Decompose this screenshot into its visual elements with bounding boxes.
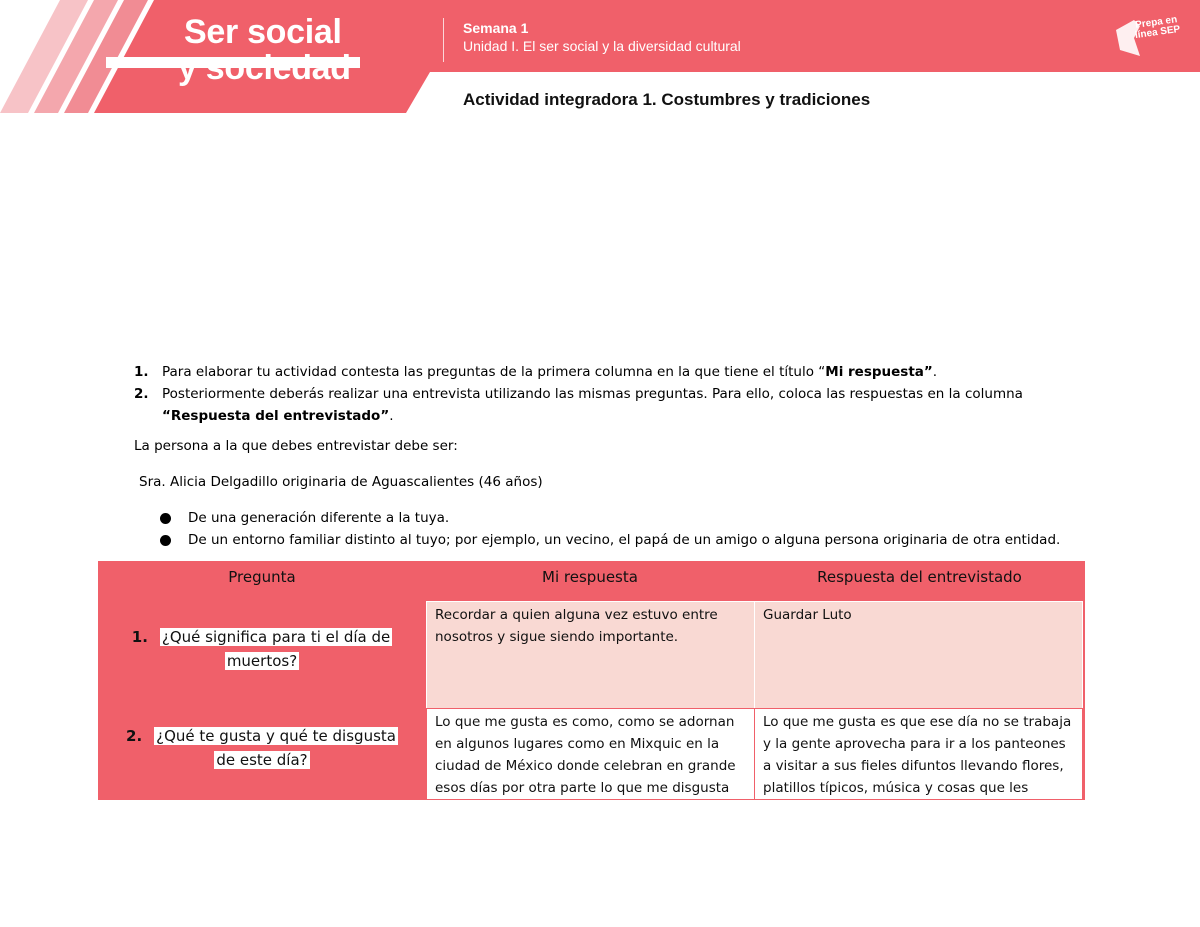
interviewee-answer-1[interactable]: Guardar Luto [754,601,1083,709]
questions-table [98,561,1085,800]
header-respuesta-entrevistado: Respuesta del entrevistado [817,568,1022,586]
question-text-line1: ¿Qué te gusta y qué te disgusta [156,727,396,745]
instructions-list [134,361,1084,427]
my-answer-1[interactable]: Recordar a quien alguna vez estuvo entre nosotros y sigue siendo importante. [426,601,755,709]
course-logo [178,13,384,87]
instruction-text: Para elaborar tu actividad contesta las preguntas de la primera columna en la que tiene el título “ [162,364,826,380]
sep-logo-text: Prepa en línea SEP [1134,14,1181,42]
question-text-line2: de este día? [216,751,308,769]
header-pregunta: Pregunta [228,568,296,586]
instruction-end: . [932,364,938,380]
instruction-number: 1. [134,364,149,380]
header-banner [0,0,1200,113]
instruction-item-2 [134,383,1084,427]
bullet-list [160,507,1060,551]
header-mi-respuesta: Mi respuesta [542,568,638,586]
my-answer-2[interactable]: Lo que me gusta es como, como se adornan en algunos lugares como en Mixquic en la ciudad de México donde celebran en grande esos días por otra parte lo que me disgusta [426,708,755,800]
question-text-line1: ¿Qué significa para ti el día de [161,628,391,646]
interviewee-answer-2[interactable]: Lo que me gusta es que ese día no se trabaja y la gente aprovecha para ir a los panteones a visitar a sus fieles difuntos llevando flores, platillos típicos, música y cosas que les [754,708,1083,800]
header-divider [443,18,444,62]
instruction-item-1 [134,361,1084,383]
course-logo-line1: Ser social [184,13,342,51]
question-text-line2: muertos? [226,652,298,670]
question-1 [98,625,426,673]
question-2 [98,724,426,772]
instruction-end: . [389,408,394,424]
instruction-number: 2. [134,386,149,402]
interviewee-name: Sra. Alicia Delgadillo originaria de Aguascalientes (46 años) [139,474,543,490]
unit-label: Unidad I. El ser social y la diversidad cultural [463,38,741,54]
question-number: 1. [131,628,148,646]
question-number: 2. [126,727,143,745]
instruction-text: Posteriormente deberás realizar una entrevista utilizando las mismas preguntas. Para ello, coloca las respuestas en la columna [162,386,1023,402]
activity-title: Actividad integradora 1. Costumbres y tradiciones [463,90,871,109]
bullet-icon [160,513,171,524]
instruction-bold: “Respuesta del entrevistado” [162,408,390,424]
bullet-item [160,507,1060,529]
week-label: Semana 1 [463,20,529,36]
course-logo-line2: y sociedad [178,49,351,87]
prepa-sep-logo [1114,14,1181,60]
instruction-bold: Mi respuesta” [825,364,933,380]
interviewee-intro: La persona a la que debes entrevistar debe ser: [134,438,458,454]
bullet-text: De un entorno familiar distinto al tuyo; por ejemplo, un vecino, el papá de un amigo o alguna persona originaria de otra entidad. [188,532,1061,548]
bullet-icon [160,535,171,546]
bullet-text: De una generación diferente a la tuya. [188,510,450,526]
bullet-item [160,529,1060,551]
